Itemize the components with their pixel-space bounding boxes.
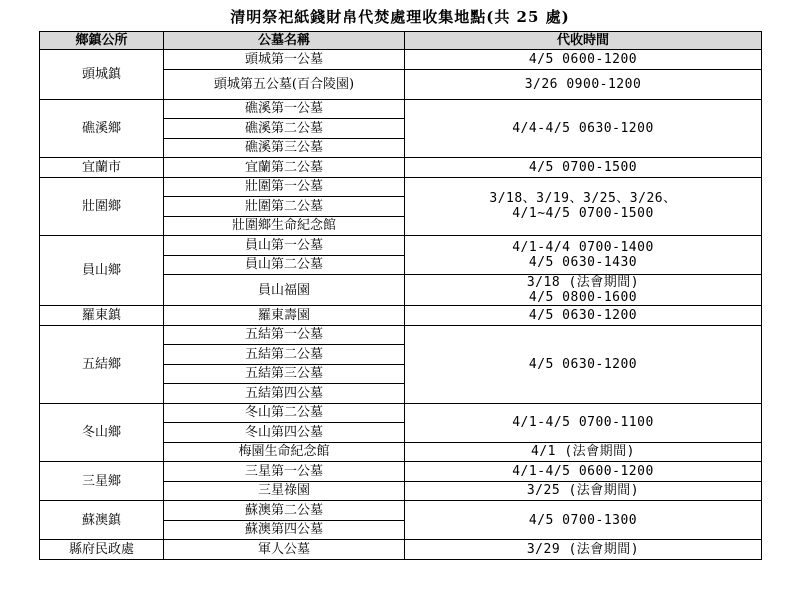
table-row: [40, 158, 762, 178]
cemetery-cell: 礁溪第二公墓: [164, 119, 405, 139]
cemetery-cell: 五結第二公墓: [164, 345, 405, 365]
cemetery-cell: 冬山第二公墓: [164, 403, 405, 423]
time-cell: 4/4-4/5 0630-1200: [405, 99, 762, 158]
cemetery-cell: 員山福園: [164, 275, 405, 306]
table-row: [40, 403, 762, 423]
time-line: 4/5 0630-1430: [528, 255, 638, 270]
town-cell: 羅東鎮: [40, 306, 164, 326]
cemetery-cell: 宜蘭第二公墓: [164, 158, 405, 178]
cemetery-cell: 五結第三公墓: [164, 364, 405, 384]
time-line: 4/1~4/5 0700-1500: [512, 206, 654, 222]
time-line: 3/18、3/19、3/25、3/26、: [489, 191, 677, 207]
time-cell: 3/25 (法會期間): [405, 481, 762, 501]
town-cell: 礁溪鄉: [40, 99, 164, 158]
table-row: [40, 462, 762, 482]
table-row: [40, 99, 762, 119]
time-cell: 4/5 0630-1200: [405, 325, 762, 403]
table-row: [40, 50, 762, 70]
header-town: 鄉鎮公所: [40, 32, 164, 50]
cemetery-cell: 頭城第五公墓(百合陵園): [164, 69, 405, 99]
cemetery-cell: 礁溪第三公墓: [164, 138, 405, 158]
cemetery-cell: 軍人公墓: [164, 540, 405, 560]
cemetery-cell: 五結第四公墓: [164, 384, 405, 404]
town-cell: 冬山鄉: [40, 403, 164, 462]
time-cell: 4/5 0630-1200: [405, 306, 762, 326]
cemetery-cell: 三星第一公墓: [164, 462, 405, 482]
header-time: 代收時間: [405, 32, 762, 50]
time-cell: 3/29 (法會期間): [405, 540, 762, 560]
table-row: [40, 540, 762, 560]
table-row: [40, 325, 762, 345]
page-title: 清明祭祀紙錢財帛代焚處理收集地點(共 25 處): [230, 8, 570, 26]
time-cell: 4/5 0700-1300: [405, 501, 762, 540]
time-cell: 4/1-4/5 0700-1100: [405, 403, 762, 442]
cemetery-cell: 羅東壽園: [164, 306, 405, 326]
cemetery-cell: 蘇澳第四公墓: [164, 520, 405, 540]
header-cemetery: 公墓名稱: [164, 32, 405, 50]
cemetery-cell: 壯圍第一公墓: [164, 177, 405, 197]
cemetery-cell: 員山第一公墓: [164, 236, 405, 256]
town-cell: 蘇澳鎮: [40, 501, 164, 540]
time-cell: [405, 275, 762, 306]
cemetery-cell: 蘇澳第二公墓: [164, 501, 405, 521]
cemetery-cell: 壯圍第二公墓: [164, 197, 405, 217]
cemetery-cell: 梅園生命紀念館: [164, 442, 405, 462]
time-cell: [405, 236, 762, 275]
town-cell: 三星鄉: [40, 462, 164, 501]
cemetery-cell: 頭城第一公墓: [164, 50, 405, 70]
time-line: 4/1-4/4 0700-1400: [512, 240, 654, 255]
time-cell: 3/26 0900-1200: [405, 69, 762, 99]
table-row: [40, 501, 762, 521]
town-cell: 壯圍鄉: [40, 177, 164, 236]
time-cell: 4/1 (法會期間): [405, 442, 762, 462]
cemetery-cell: 壯圍鄉生命紀念館: [164, 216, 405, 236]
cemetery-cell: 三星祿園: [164, 481, 405, 501]
cemetery-cell: 五結第一公墓: [164, 325, 405, 345]
time-cell: 4/1-4/5 0600-1200: [405, 462, 762, 482]
table-header-row: [40, 32, 762, 50]
time-line: 4/5 0800-1600: [528, 290, 638, 305]
table-row: [40, 236, 762, 256]
time-line: 3/18 (法會期間): [526, 275, 640, 290]
time-cell: 4/5 0600-1200: [405, 50, 762, 70]
town-cell: 縣府民政處: [40, 540, 164, 560]
town-cell: 宜蘭市: [40, 158, 164, 178]
town-cell: 五結鄉: [40, 325, 164, 403]
time-cell: [405, 177, 762, 236]
cemetery-cell: 冬山第四公墓: [164, 423, 405, 443]
town-cell: 員山鄉: [40, 236, 164, 306]
table-row: [40, 177, 762, 197]
town-cell: 頭城鎮: [40, 50, 164, 100]
table-row: [40, 306, 762, 326]
time-cell: 4/5 0700-1500: [405, 158, 762, 178]
cemetery-cell: 礁溪第一公墓: [164, 99, 405, 119]
cemetery-cell: 員山第二公墓: [164, 255, 405, 275]
collection-points-table: [39, 31, 762, 560]
